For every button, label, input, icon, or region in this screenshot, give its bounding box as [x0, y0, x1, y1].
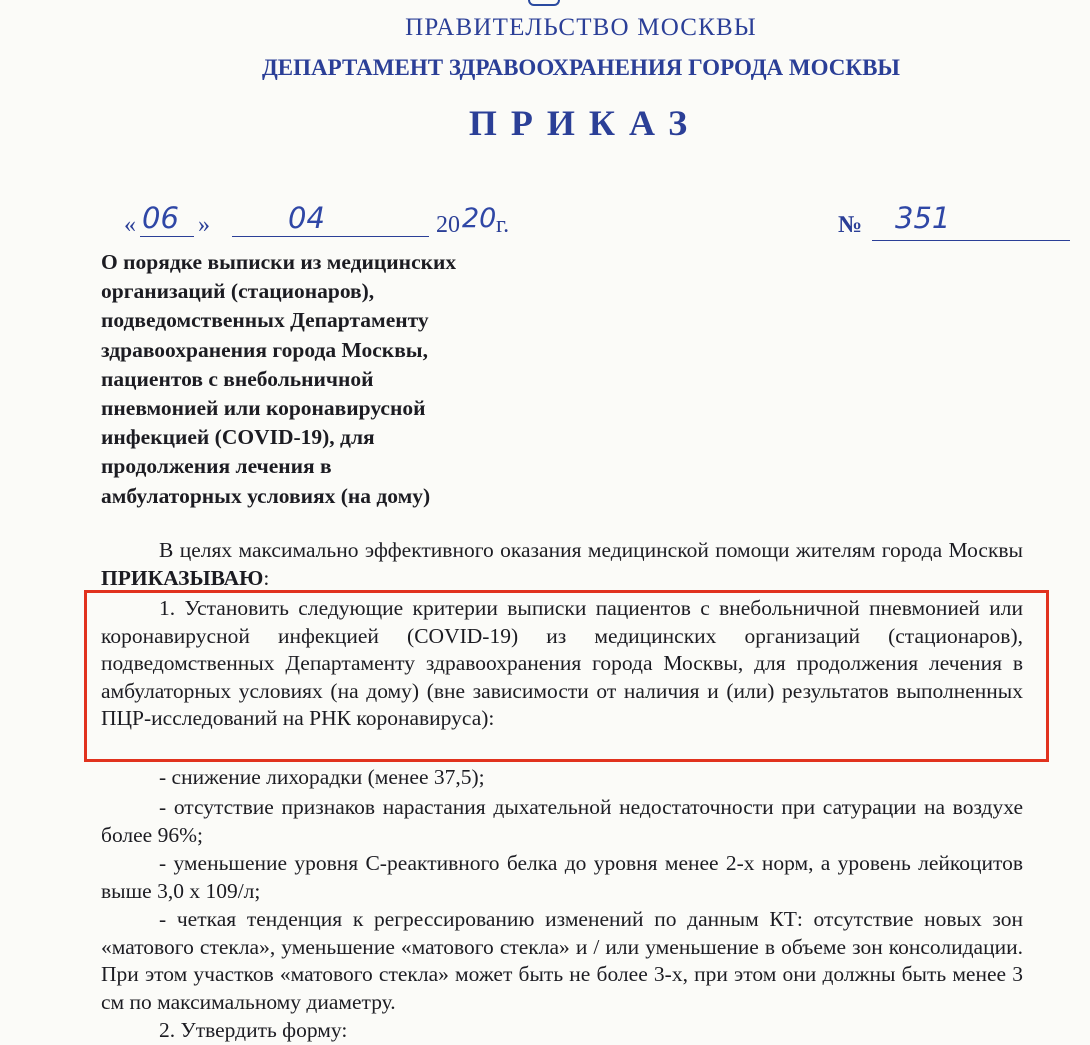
subject-line: пневмонией или коронавирусной: [101, 396, 426, 421]
order-subject: [101, 248, 521, 511]
item-1-paragraph: 1. Установить следующие критерии выписки пациентов с внебольничной пневмонией или коронавирусной инфекцией (COVID-19) из медицинских организаций (стационаров), подведомственных Департаменту здравоохранения города Москвы, для продолжения лечения в амбулаторных условиях (на дому) (вне зависимости от наличия и (или) результатов выполненных ПЦР-исследований на РНК коронавируса):: [101, 596, 1023, 731]
command-word: ПРИКАЗЫВАЮ: [101, 565, 264, 590]
subject-line: О порядке выписки из медицинских: [101, 250, 457, 274]
subject-line: инфекцией (COVID-19), для: [101, 425, 375, 450]
date-year-suffix: г.: [496, 212, 510, 238]
criterion-crp: - уменьшение уровня С-реактивного белка до уровня менее 2-х норм, а уровень лейкоцитов выше 3,0 х 109/л;: [101, 851, 1023, 903]
date-day-handwritten: 06: [142, 201, 179, 235]
intro-paragraph: [101, 537, 1023, 592]
subject-line: подведомственных Департаменту: [101, 308, 429, 333]
criterion-respiratory: - отсутствие признаков нарастания дыхательной недостаточности при сатурации на воздухе более 96%;: [101, 795, 1023, 847]
criterion-fever: - снижение лихорадки (менее 37,5);: [159, 765, 485, 789]
date-open-quote: «: [124, 212, 136, 238]
subject-line: продолжения лечения в: [101, 454, 332, 479]
date-year-prefix: 20: [436, 212, 460, 238]
intro-text: В целях максимально эффективного оказания медицинской помощи жителям города Москвы: [159, 538, 1023, 562]
subject-line: амбулаторных условиях (на дому): [101, 483, 431, 508]
criterion-ct: - четкая тенденция к регрессированию изменений по данным КТ: отсутствие новых зон «матового стекла», уменьшение «матового стекла» и / или уменьшение в объеме зон консолидации. При этом участков «матового стекла» может быть не более 3-х, при этом они должны быть менее 3 см по максимальному диаметру.: [101, 907, 1023, 1014]
number-underline: [872, 240, 1070, 241]
date-close-quote: »: [198, 212, 210, 238]
subject-line: организаций (стационаров),: [101, 279, 375, 304]
day-underline: [140, 236, 194, 237]
document-number-handwritten: 351: [895, 201, 951, 235]
department-heading: ДЕПАРТАМЕНТ ЗДРАВООХРАНЕНИЯ ГОРОДА МОСКВЫ: [261, 55, 900, 80]
intro-colon: :: [263, 565, 270, 590]
subject-line: пациентов с внебольничной: [101, 366, 374, 391]
date-month-handwritten: 04: [288, 201, 325, 235]
item-2-partial: 2. Утвердить форму:: [159, 1018, 348, 1042]
number-label: №: [838, 212, 863, 238]
date-year-handwritten: 20: [462, 203, 497, 234]
subject-line: здравоохранения города Москвы,: [101, 337, 428, 362]
coat-of-arms-icon: [528, 0, 560, 6]
document-type-title: ПРИКАЗ: [468, 103, 702, 143]
month-underline: [232, 236, 429, 237]
government-heading: ПРАВИТЕЛЬСТВО МОСКВЫ: [405, 14, 757, 41]
